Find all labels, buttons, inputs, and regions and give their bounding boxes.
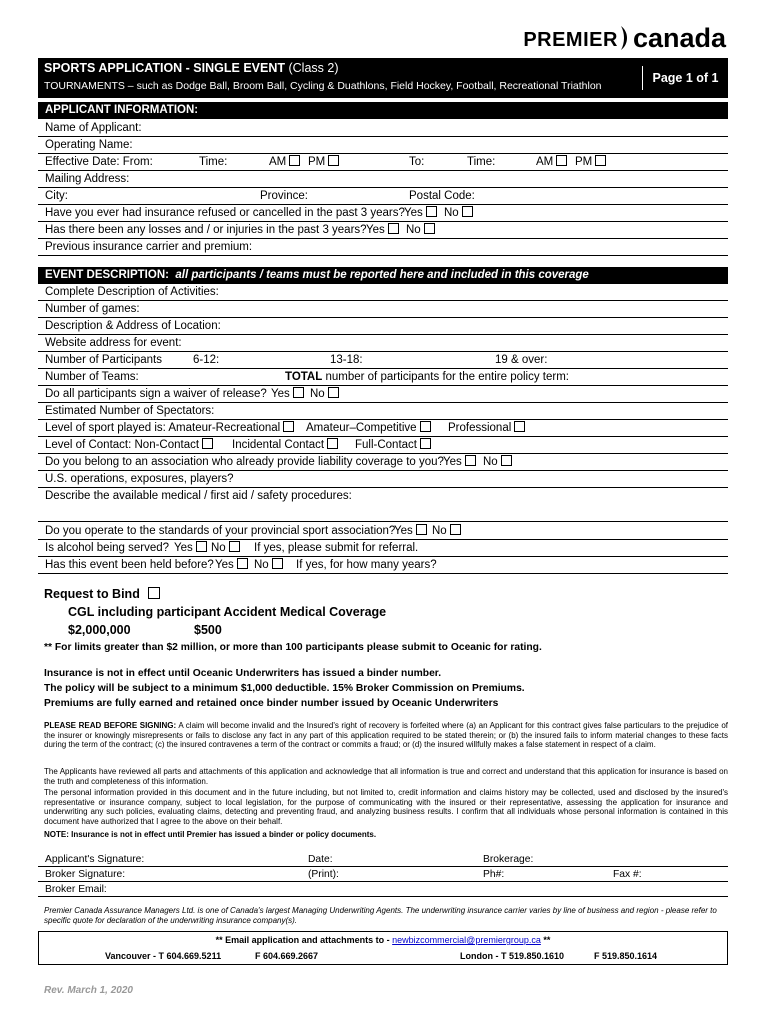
amateur-competitive-checkbox[interactable]: Amateur–Competitive (306, 420, 431, 436)
refused-no-checkbox[interactable]: No (444, 205, 473, 221)
applicant-section-header: APPLICANT INFORMATION: (38, 102, 728, 119)
premier-canada-logo (523, 23, 726, 54)
alcohol-no-checkbox[interactable]: No (211, 540, 240, 556)
age-19-over-field[interactable]: 19 & over: (495, 354, 548, 366)
standards-yes-checkbox[interactable]: Yes (394, 523, 427, 539)
revision-date: Rev. March 1, 2020 (44, 985, 133, 996)
losses-no-checkbox[interactable]: No (406, 222, 435, 238)
age-6-12-field[interactable]: 6-12: (193, 354, 220, 366)
held-yes-checkbox[interactable]: Yes (215, 557, 248, 573)
us-operations-field[interactable]: U.S. operations, exposures, players? (38, 471, 728, 488)
operating-name-field[interactable]: Operating Name: (38, 137, 728, 154)
logo-swoosh-icon (620, 26, 630, 50)
applicant-name-field[interactable]: Name of Applicant: (38, 120, 728, 137)
brokerage-field[interactable]: Brokerage: (483, 854, 534, 865)
amateur-recreational-checkbox[interactable]: Level of sport played is: Amateur-Recreational (45, 420, 294, 436)
alcohol-yes-checkbox[interactable]: Yes (174, 540, 207, 556)
games-field[interactable]: Number of games: (38, 301, 728, 318)
vancouver-phone: Vancouver - T 604.669.5211 (105, 951, 222, 961)
logo-premier: PREMIER (523, 29, 618, 51)
previous-carrier-field[interactable]: Previous insurance carrier and premium: (38, 239, 728, 256)
refused-yes-checkbox[interactable]: Yes (404, 205, 437, 221)
postal-code-field[interactable]: Postal Code: (409, 190, 475, 202)
teams-field[interactable]: Number of Teams: (45, 371, 139, 383)
to-am-checkbox[interactable]: AM (536, 154, 567, 170)
location-field[interactable]: Description & Address of Location: (38, 318, 728, 335)
losses-yes-checkbox[interactable]: Yes (366, 222, 399, 238)
event-section-header: EVENT DESCRIPTION: all participants / teams must be reported here and included in this coverage (38, 267, 728, 284)
signature-row-1 (38, 853, 728, 867)
page-number: Page 1 of 1 (642, 66, 728, 90)
non-contact-checkbox[interactable]: Level of Contact: Non-Contact (45, 437, 213, 453)
professional-checkbox[interactable]: Professional (448, 420, 525, 436)
effective-date-row (38, 154, 728, 171)
notice-deductible: The policy will be subject to a minimum $1,000 deductible. 15% Broker Commission on Premiums. (44, 683, 525, 694)
email-instruction: ** Email application and attachments to - newbizcommercial@premiergroup.ca ** (215, 935, 551, 945)
from-am-checkbox[interactable]: AM (269, 154, 300, 170)
coverage-premium: $500 (194, 623, 222, 637)
vancouver-fax: F 604.669.2667 (255, 951, 319, 961)
held-before-question: Has this event been held before? Yes No If yes, for how many years? (38, 557, 728, 574)
sport-level-row (38, 420, 728, 437)
standards-no-checkbox[interactable]: No (432, 523, 461, 539)
association-question: Do you belong to an association who already provide liability coverage to you? Yes No (38, 454, 728, 471)
teams-row (38, 369, 728, 386)
waiver-yes-checkbox[interactable]: Yes (271, 386, 304, 402)
broker-email-field[interactable]: Broker Email: (38, 883, 728, 897)
activities-field[interactable]: Complete Description of Activities: (38, 284, 728, 301)
waiver-question: Do all participants sign a waiver of release? Yes No (38, 386, 728, 403)
notice-premiums: Premiums are fully earned and retained once binder number issued by Oceanic Underwriters (44, 698, 499, 709)
city-row (38, 188, 728, 205)
print-name-field[interactable]: (Print): (308, 869, 339, 880)
full-contact-checkbox[interactable]: Full-Contact (355, 437, 431, 453)
notice-binder: Insurance is not in effect until Oceanic Underwriters has issued a binder number. (44, 668, 442, 679)
date-field[interactable]: Date: (308, 854, 333, 865)
from-time-field[interactable]: Time: (199, 156, 228, 168)
mailing-address-field[interactable]: Mailing Address: (38, 171, 728, 188)
association-no-checkbox[interactable]: No (483, 454, 512, 470)
spectators-field[interactable]: Estimated Number of Spectators: (38, 403, 728, 420)
association-yes-checkbox[interactable]: Yes (443, 454, 476, 470)
effective-to-field[interactable]: To: (409, 156, 425, 168)
to-pm-checkbox[interactable]: PM (575, 154, 606, 170)
legal-privacy: The personal information provided in this document and in the future including, but not limited to, credit information and claims history may be collected, used and disclosed by the insured's representative or insurance company, subject to local legislation, for the purpose of communicating with the insured or their representative, assessing the application for insurance and underwriting any such policies, evaluating claims, detecting and preventing fraud, and analyzing business results. I confirm that all individuals whose personal information is contained in this document have authorized that I agree to the above on their behalf. (44, 788, 728, 826)
contact-level-row (38, 437, 728, 454)
alcohol-question: Is alcohol being served? Yes No If yes, please submit for referral. (38, 540, 728, 557)
form-subtitle: TOURNAMENTS – such as Dodge Ball, Broom Ball, Cycling & Duathlons, Field Hockey, Football, Recreational Triathlon (44, 80, 602, 92)
legal-acknowledgement: The Applicants have reviewed all parts and attachments of this application and acknowledge that all information is true and correct and understand that this application for insurance is based on the truth and completeness of this information. (44, 767, 728, 786)
losses-question: Has there been any losses and / or injuries in the past 3 years? Yes No (38, 222, 728, 239)
refused-question: Have you ever had insurance refused or cancelled in the past 3 years? Yes No (38, 205, 728, 222)
age-13-18-field[interactable]: 13-18: (330, 354, 363, 366)
applicant-signature-field[interactable]: Applicant's Signature: (45, 854, 145, 865)
province-field[interactable]: Province: (260, 190, 308, 202)
footer-disclaimer: Premier Canada Assurance Managers Ltd. is one of Canada's largest Managing Underwriting Agents. The underwriting insurance carrier varies by line of business and region - please refer to specific quote for declaration of the underwriting insurance company(s). (44, 906, 717, 925)
limits-note: ** For limits greater than $2 million, or more than 100 participants please submit to Oceanic for rating. (44, 642, 542, 653)
logo-canada: canada (632, 23, 726, 54)
request-to-bind-checkbox[interactable]: Request to Bind (44, 587, 160, 601)
held-no-checkbox[interactable]: No (254, 557, 283, 573)
cgl-coverage: CGL including participant Accident Medical Coverage (68, 605, 387, 619)
participants-row: Number of Participants 6-12: 13-18: 19 & over: (38, 352, 728, 369)
held-years-field[interactable]: If yes, for how many years? (296, 559, 437, 571)
email-link[interactable]: newbizcommercial@premiergroup.ca (392, 935, 541, 945)
coverage-limit: $2,000,000 (68, 623, 131, 637)
website-field[interactable]: Website address for event: (38, 335, 728, 352)
fax-field[interactable]: Fax #: (613, 869, 642, 880)
waiver-no-checkbox[interactable]: No (310, 386, 339, 402)
phone-field[interactable]: Ph#: (483, 869, 505, 880)
legal-read-before-signing: PLEASE READ BEFORE SIGNING: A claim will become invalid and the Insured's right of recovery is forfeited where (a) an Applicant for this contract gives false particulars to the prejudice of the insurer or knowingly misrepresents or fails to disclose any fact in any part of this application required to be stated therein; or (b) the insured fails to inform material changes to these facts during the term of the contract; (c) the insured contravenes a term of the contract or commits a fraud; or (d) the insured willfully makes a false statement in respect of a claim. (44, 721, 728, 750)
to-time-field[interactable]: Time: (467, 156, 496, 168)
effective-from-field[interactable]: Effective Date: From: (45, 156, 153, 168)
broker-signature-field[interactable]: Broker Signature: (45, 869, 126, 880)
city-field[interactable]: City: (45, 190, 68, 202)
legal-note: NOTE: Insurance is not in effect until Premier has issued a binder or policy documents. (44, 830, 377, 839)
from-pm-checkbox[interactable]: PM (308, 154, 339, 170)
total-participants-field[interactable]: TOTAL number of participants for the entire policy term: (285, 371, 569, 383)
standards-question: Do you operate to the standards of your provincial sport association? Yes No (38, 523, 728, 540)
signature-row-2 (38, 868, 728, 882)
london-fax: F 519.850.1614 (594, 951, 658, 961)
medical-procedures-field[interactable]: Describe the available medical / first aid / safety procedures: (38, 488, 728, 522)
incidental-contact-checkbox[interactable]: Incidental Contact (232, 437, 338, 453)
contact-box (38, 931, 728, 965)
form-header (38, 58, 728, 98)
form-title: SPORTS APPLICATION - SINGLE EVENT (Class 2) (44, 61, 339, 75)
london-phone: London - T 519.850.1610 (460, 951, 565, 961)
